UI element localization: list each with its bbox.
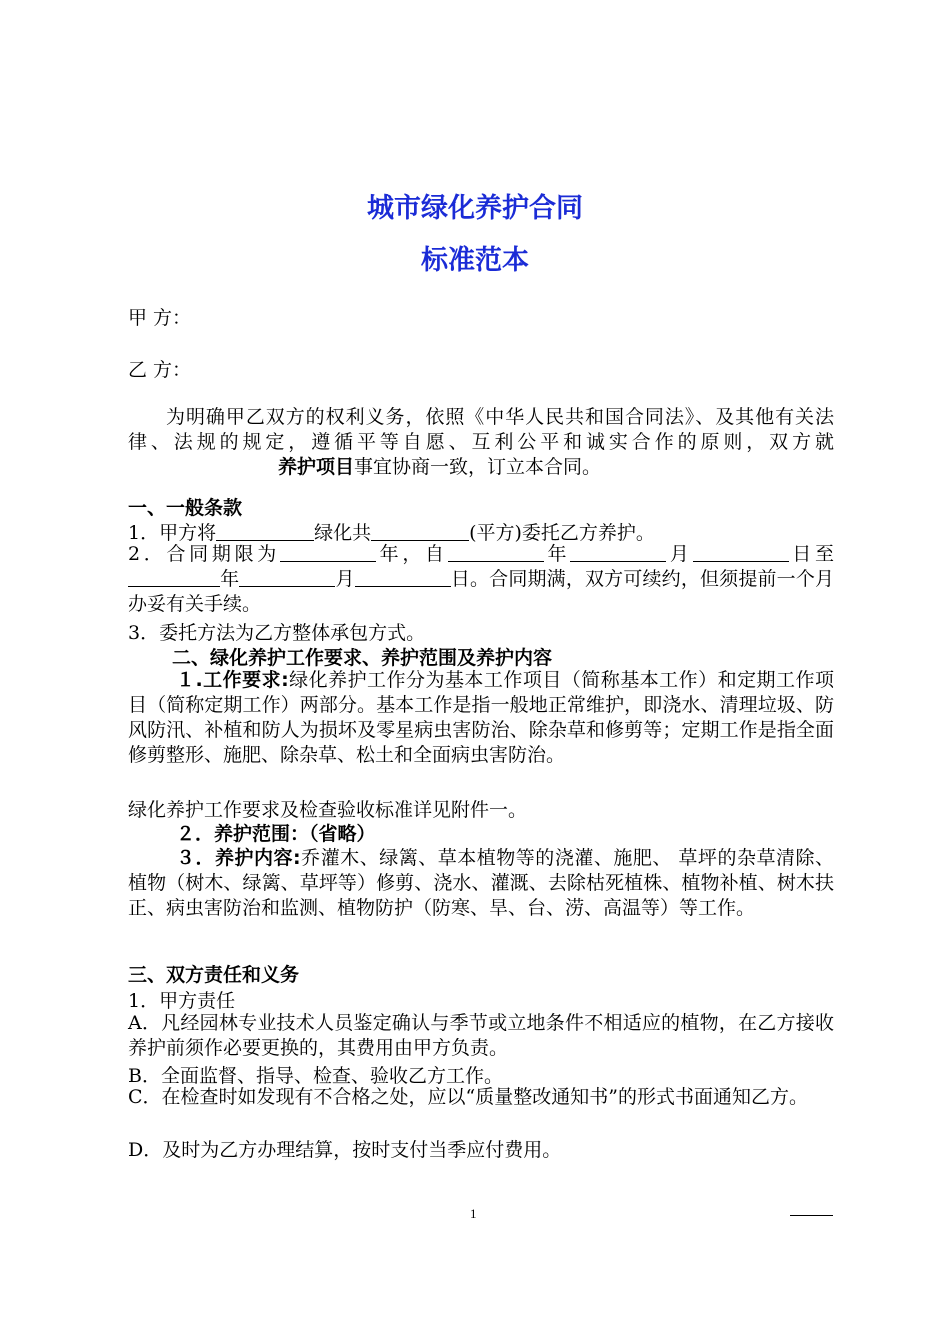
intro-paragraph <box>128 405 834 480</box>
section-1-heading: 一、一般条款 <box>128 497 243 519</box>
clause-1-1-text-b: 绿化共 <box>314 522 372 544</box>
clause-1-1 <box>128 518 834 545</box>
blank-field <box>355 568 451 587</box>
section-2-heading: 二、绿化养护工作要求、养护范围及养护内容 <box>172 647 553 669</box>
document-title: 城市绿化养护合同 <box>367 193 583 224</box>
blank-field <box>128 568 220 587</box>
clause-1-2-text-b: 年，自 <box>375 543 448 565</box>
clause-3-1-c: C．在检查时如发现有不合格之处，应以“质量整改通知书”的形式书面通知乙方。 <box>128 1086 808 1108</box>
footer-rule <box>790 1215 833 1216</box>
blank-field <box>570 543 666 562</box>
clause-1-1-text-a: 1．甲方将 <box>128 522 217 544</box>
clause-1-3: 3．委托方法为乙方整体承包方式。 <box>128 622 426 644</box>
blank-field <box>371 522 469 541</box>
blank-field <box>448 543 544 562</box>
document-subtitle: 标准范本 <box>421 245 529 276</box>
section-3-heading: 三、双方责任和义务 <box>128 964 300 986</box>
clause-2-1-label: １.工作要求: <box>176 669 289 691</box>
clause-1-2-text-c: 年 <box>543 543 571 565</box>
clause-1-2-text-h: 日。合同期满，双方可续约，但须提前一个月办妥有关手续。 <box>128 568 834 615</box>
blank-field <box>239 568 335 587</box>
intro-text-1: 为明确甲乙双方的权利义务，依照《中华人民共和国合同法》、及其他有关法律、法规的规定，遵循平等自愿、互利公平和诚实合作的原则，双方就 <box>128 406 834 453</box>
clause-3-1-b: B．全面监督、指导、检查、验收乙方工作。 <box>128 1065 503 1087</box>
clause-2-3-label: ３．养护内容: <box>176 847 301 869</box>
party-b-label: 乙 方： <box>128 359 192 381</box>
party-a-label: 甲 方： <box>128 307 192 329</box>
blank-field <box>216 522 314 541</box>
clause-1-2 <box>128 542 834 617</box>
intro-project-bold: 养护项目 <box>278 456 355 478</box>
clause-2-1-text: 绿化养护工作分为基本工作项目（简称基本工作）和定期工作项目（简称定期工作）两部分。基本工作是指一般地正常维护，即浇水、清理垃圾、防风防汛、补植和防人为损坏及零星病虫害防治、除杂草和修剪等；定期工作是指全面修剪整形、施肥、除杂草、松土和全面病虫害防治。 <box>128 669 834 766</box>
clause-2-3-text: 乔灌木、绿篱、草本植物等的浇灌、施肥、 草坪的杂草清除、植物（树木、绿篱、草坪等）修剪、浇水、灌溉、去除枯死植株、植物补植、树木扶正、病虫害防治和监测、植物防护（防寒、旱、台、涝、高温等）等工作。 <box>128 847 834 919</box>
clause-3-1-d: D．及时为乙方办理结算，按时支付当季应付费用。 <box>128 1139 562 1161</box>
clause-3-1-a: A．凡经园林专业技术人员鉴定确认与季节或立地条件不相适应的植物，在乙方接收养护前须作必要更换的，其费用由甲方负责。 <box>128 1012 834 1059</box>
clause-2-3 <box>128 846 834 921</box>
intro-text-2: 事宜协商一致，订立本合同。 <box>354 456 602 478</box>
clause-1-2-text-e: 日至 <box>788 543 834 565</box>
blank-field <box>693 543 789 562</box>
clause-1-2-text-g: 月 <box>335 568 355 590</box>
blank-field <box>280 543 376 562</box>
clause-1-2-text-a: 2．合同期限为 <box>128 543 280 565</box>
clause-2-1-note: 绿化养护工作要求及检查验收标准详见附件一。 <box>128 799 528 821</box>
clause-1-1-text-c: (平方)委托乙方养护。 <box>469 522 655 544</box>
clause-2-1 <box>128 668 834 768</box>
page-number: 1 <box>470 1206 477 1221</box>
clause-3-1: 1．甲方责任 <box>128 990 236 1012</box>
clause-1-2-text-f: 年 <box>220 568 240 590</box>
clause-1-2-text-d: 月 <box>666 543 693 565</box>
clause-2-2: ２．养护范围：（省略） <box>176 823 376 845</box>
